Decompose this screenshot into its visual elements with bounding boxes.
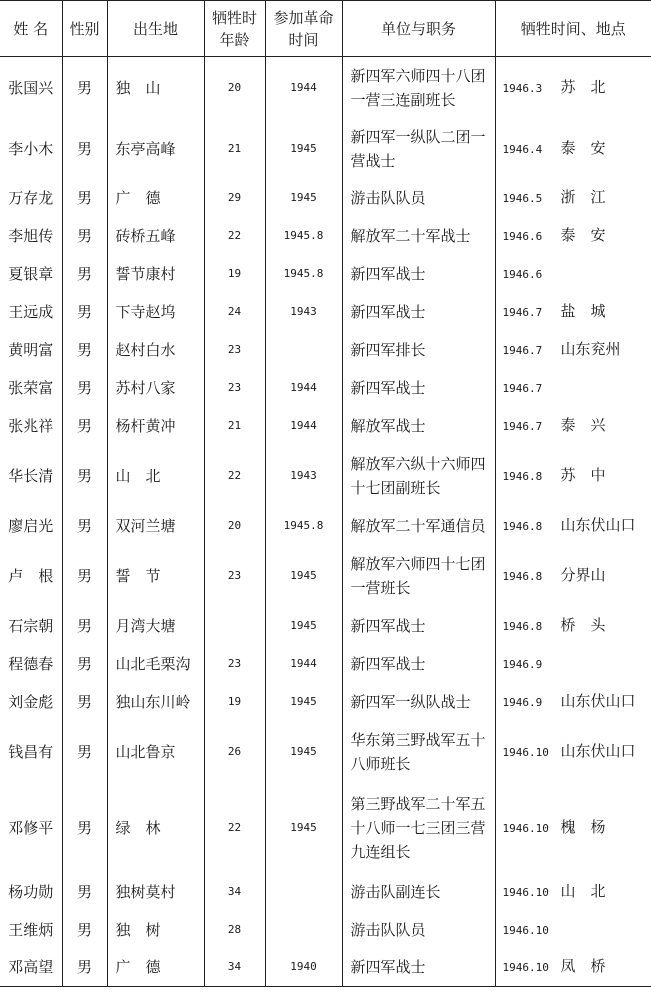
table-row bbox=[0, 57, 651, 119]
cell-age: 34 bbox=[204, 873, 265, 911]
cell-death bbox=[495, 179, 651, 217]
death-place: 泰 安 bbox=[560, 138, 606, 157]
cell-death bbox=[495, 331, 651, 369]
cell-birthplace: 山 北 bbox=[107, 445, 204, 507]
cell-birthplace: 广 德 bbox=[107, 179, 204, 217]
cell-death bbox=[495, 721, 651, 783]
table-row bbox=[0, 331, 651, 369]
cell-joined: 1945.8 bbox=[265, 507, 342, 545]
cell-death bbox=[495, 217, 651, 255]
cell-death bbox=[495, 949, 651, 987]
cell-gender: 男 bbox=[62, 507, 107, 545]
death-date: 1946.10 bbox=[502, 961, 549, 975]
cell-name: 张兆祥 bbox=[8, 416, 54, 435]
table-row bbox=[0, 545, 651, 607]
cell-birthplace: 广 德 bbox=[107, 949, 204, 987]
cell-birthplace: 独 树 bbox=[107, 911, 204, 949]
death-date: 1946.7 bbox=[502, 343, 543, 357]
cell-birthplace: 月湾大塘 bbox=[107, 607, 204, 645]
death-date: 1946.6 bbox=[502, 229, 543, 243]
cell-gender: 男 bbox=[62, 57, 107, 119]
cell-name: 廖启光 bbox=[8, 516, 54, 535]
cell-unit: 新四军六师四十八团一营三连副班长 bbox=[342, 57, 495, 119]
cell-age: 21 bbox=[204, 119, 265, 179]
death-date: 1946.10 bbox=[502, 821, 549, 835]
table-row bbox=[0, 119, 651, 179]
cell-birthplace: 双河兰塘 bbox=[107, 507, 204, 545]
table-row bbox=[0, 255, 651, 293]
cell-unit: 游击队队员 bbox=[342, 911, 495, 949]
table-row bbox=[0, 179, 651, 217]
cell-joined: 1945.8 bbox=[265, 255, 342, 293]
cell-name: 黄明富 bbox=[8, 340, 54, 359]
cell-name: 王维炳 bbox=[8, 920, 54, 939]
cell-name: 张荣富 bbox=[8, 378, 54, 397]
cell-name: 邓修平 bbox=[8, 818, 54, 837]
cell-gender: 男 bbox=[62, 783, 107, 873]
death-place: 山东伏山口 bbox=[560, 741, 636, 760]
cell-birthplace: 赵村白水 bbox=[107, 331, 204, 369]
death-date: 1946.5 bbox=[502, 191, 543, 205]
cell-gender: 男 bbox=[62, 721, 107, 783]
cell-gender: 男 bbox=[62, 545, 107, 607]
cell-gender: 男 bbox=[62, 255, 107, 293]
cell-age: 19 bbox=[204, 255, 265, 293]
header-birthplace: 出生地 bbox=[107, 1, 204, 57]
table-row bbox=[0, 507, 651, 545]
death-place: 苏 北 bbox=[560, 77, 606, 96]
cell-gender: 男 bbox=[62, 683, 107, 721]
death-date: 1946.7 bbox=[502, 305, 543, 319]
death-date: 1946.10 bbox=[502, 885, 549, 899]
cell-birthplace: 誓节康村 bbox=[107, 255, 204, 293]
cell-birthplace: 杨杆黄冲 bbox=[107, 407, 204, 445]
cell-joined: 1943 bbox=[265, 293, 342, 331]
cell-death bbox=[495, 445, 651, 507]
cell-birthplace: 独山东川岭 bbox=[107, 683, 204, 721]
cell-age: 19 bbox=[204, 683, 265, 721]
cell-name: 万存龙 bbox=[8, 188, 54, 207]
cell-gender: 男 bbox=[62, 217, 107, 255]
cell-gender: 男 bbox=[62, 369, 107, 407]
cell-unit: 解放军六纵十六师四十七团副班长 bbox=[342, 445, 495, 507]
cell-birthplace: 绿 林 bbox=[107, 783, 204, 873]
cell-unit: 新四军战士 bbox=[342, 369, 495, 407]
table-row bbox=[0, 369, 651, 407]
cell-birthplace: 独树莫村 bbox=[107, 873, 204, 911]
table-row bbox=[0, 949, 651, 987]
cell-name: 钱昌有 bbox=[8, 742, 54, 761]
death-place: 泰 兴 bbox=[560, 415, 606, 434]
cell-age: 20 bbox=[204, 507, 265, 545]
cell-death bbox=[495, 57, 651, 119]
cell-unit: 新四军一纵队二团一营战士 bbox=[342, 119, 495, 179]
header-age: 牺牲时年龄 bbox=[204, 1, 265, 57]
death-place: 分界山 bbox=[560, 565, 606, 584]
cell-joined: 1940 bbox=[265, 949, 342, 987]
cell-death bbox=[495, 545, 651, 607]
cell-unit: 新四军战士 bbox=[342, 949, 495, 987]
death-place: 盐 城 bbox=[560, 301, 606, 320]
death-place: 泰 安 bbox=[560, 225, 606, 244]
death-place: 苏 中 bbox=[560, 465, 606, 484]
header-death: 牺牲时间、地点 bbox=[495, 1, 651, 57]
cell-age: 22 bbox=[204, 445, 265, 507]
cell-name: 夏银章 bbox=[8, 264, 54, 283]
table-row bbox=[0, 911, 651, 949]
cell-unit: 新四军战士 bbox=[342, 255, 495, 293]
cell-birthplace: 誓 节 bbox=[107, 545, 204, 607]
header-gender: 性别 bbox=[62, 1, 107, 57]
cell-joined: 1945 bbox=[265, 545, 342, 607]
cell-joined: 1945 bbox=[265, 607, 342, 645]
cell-joined: 1943 bbox=[265, 445, 342, 507]
cell-gender: 男 bbox=[62, 331, 107, 369]
cell-death bbox=[495, 369, 651, 407]
cell-age: 23 bbox=[204, 331, 265, 369]
cell-unit: 新四军战士 bbox=[342, 293, 495, 331]
header-joined: 参加革命时间 bbox=[265, 1, 342, 57]
table-row bbox=[0, 683, 651, 721]
header-row bbox=[0, 1, 651, 57]
cell-age: 23 bbox=[204, 545, 265, 607]
cell-death bbox=[495, 645, 651, 683]
cell-gender: 男 bbox=[62, 873, 107, 911]
cell-death bbox=[495, 407, 651, 445]
death-place: 浙 江 bbox=[560, 187, 606, 206]
death-place: 山东兖州 bbox=[560, 339, 621, 358]
death-date: 1946.8 bbox=[502, 469, 543, 483]
cell-unit: 解放军二十军通信员 bbox=[342, 507, 495, 545]
death-place: 山 北 bbox=[560, 881, 606, 900]
cell-joined: 1944 bbox=[265, 57, 342, 119]
cell-death bbox=[495, 607, 651, 645]
death-date: 1946.3 bbox=[502, 81, 543, 95]
cell-joined: 1945 bbox=[265, 119, 342, 179]
cell-birthplace: 苏村八家 bbox=[107, 369, 204, 407]
table-row bbox=[0, 721, 651, 783]
death-place: 槐 杨 bbox=[560, 817, 606, 836]
cell-death bbox=[495, 911, 651, 949]
cell-gender: 男 bbox=[62, 179, 107, 217]
table-row bbox=[0, 645, 651, 683]
death-date: 1946.10 bbox=[502, 923, 549, 937]
cell-unit: 新四军一纵队战士 bbox=[342, 683, 495, 721]
cell-name: 华长清 bbox=[8, 466, 54, 485]
death-date: 1946.9 bbox=[502, 695, 543, 709]
death-date: 1946.6 bbox=[502, 267, 543, 281]
cell-gender: 男 bbox=[62, 949, 107, 987]
death-date: 1946.4 bbox=[502, 142, 543, 156]
cell-unit: 第三野战军二十军五十八师一七三团三营九连组长 bbox=[342, 783, 495, 873]
cell-age: 26 bbox=[204, 721, 265, 783]
cell-birthplace: 下寺赵坞 bbox=[107, 293, 204, 331]
table-row bbox=[0, 445, 651, 507]
death-place: 山东伏山口 bbox=[560, 691, 636, 710]
death-place: 山东伏山口 bbox=[560, 515, 636, 534]
cell-joined: 1945 bbox=[265, 683, 342, 721]
cell-unit: 游击队副连长 bbox=[342, 873, 495, 911]
cell-unit: 游击队队员 bbox=[342, 179, 495, 217]
table-row bbox=[0, 873, 651, 911]
cell-name: 王远成 bbox=[8, 302, 54, 321]
cell-gender: 男 bbox=[62, 911, 107, 949]
cell-name: 杨功勋 bbox=[8, 882, 54, 901]
cell-unit: 解放军六师四十七团一营班长 bbox=[342, 545, 495, 607]
cell-gender: 男 bbox=[62, 119, 107, 179]
cell-death bbox=[495, 507, 651, 545]
cell-unit: 新四军排长 bbox=[342, 331, 495, 369]
cell-name: 刘金彪 bbox=[8, 692, 54, 711]
header-name: 姓 名 bbox=[0, 1, 62, 57]
cell-name: 李旭传 bbox=[8, 226, 54, 245]
death-place: 桥 头 bbox=[560, 615, 606, 634]
cell-death bbox=[495, 873, 651, 911]
death-date: 1946.8 bbox=[502, 619, 543, 633]
table-row bbox=[0, 783, 651, 873]
cell-name: 邓高望 bbox=[0, 949, 62, 987]
cell-name: 程德春 bbox=[8, 654, 54, 673]
cell-joined: 1944 bbox=[265, 407, 342, 445]
cell-joined bbox=[265, 331, 342, 369]
cell-age: 22 bbox=[204, 217, 265, 255]
cell-name: 卢 根 bbox=[8, 566, 54, 585]
header-unit: 单位与职务 bbox=[342, 1, 495, 57]
table-row bbox=[0, 293, 651, 331]
cell-gender: 男 bbox=[62, 445, 107, 507]
cell-name: 李小木 bbox=[8, 139, 54, 158]
cell-gender: 男 bbox=[62, 407, 107, 445]
cell-unit: 新四军战士 bbox=[342, 607, 495, 645]
cell-joined: 1945 bbox=[265, 721, 342, 783]
cell-age: 20 bbox=[204, 57, 265, 119]
cell-unit: 新四军战士 bbox=[342, 645, 495, 683]
death-date: 1946.9 bbox=[502, 657, 543, 671]
cell-name: 张国兴 bbox=[8, 78, 54, 97]
death-date: 1946.8 bbox=[502, 519, 543, 533]
cell-joined: 1945 bbox=[265, 783, 342, 873]
table-row bbox=[0, 217, 651, 255]
death-date: 1946.7 bbox=[502, 419, 543, 433]
cell-age: 23 bbox=[204, 369, 265, 407]
cell-age: 34 bbox=[204, 949, 265, 987]
table-row bbox=[0, 607, 651, 645]
cell-age: 22 bbox=[204, 783, 265, 873]
cell-name: 石宗朝 bbox=[8, 616, 54, 635]
cell-gender: 男 bbox=[62, 645, 107, 683]
cell-death bbox=[495, 783, 651, 873]
cell-joined: 1944 bbox=[265, 645, 342, 683]
cell-birthplace: 山北毛栗沟 bbox=[107, 645, 204, 683]
cell-joined bbox=[265, 873, 342, 911]
cell-joined: 1945.8 bbox=[265, 217, 342, 255]
cell-age: 21 bbox=[204, 407, 265, 445]
cell-unit: 解放军战士 bbox=[342, 407, 495, 445]
cell-joined: 1945 bbox=[265, 179, 342, 217]
cell-death bbox=[495, 293, 651, 331]
cell-unit: 华东第三野战军五十八师班长 bbox=[342, 721, 495, 783]
cell-birthplace: 山北鲁京 bbox=[107, 721, 204, 783]
death-date: 1946.7 bbox=[502, 381, 543, 395]
cell-age: 23 bbox=[204, 645, 265, 683]
cell-age: 29 bbox=[204, 179, 265, 217]
cell-birthplace: 东亭高峰 bbox=[107, 119, 204, 179]
death-date: 1946.10 bbox=[502, 745, 549, 759]
cell-birthplace: 独 山 bbox=[107, 57, 204, 119]
death-place: 凤 桥 bbox=[560, 957, 606, 976]
cell-gender: 男 bbox=[62, 607, 107, 645]
cell-death bbox=[495, 683, 651, 721]
cell-death bbox=[495, 119, 651, 179]
cell-death bbox=[495, 255, 651, 293]
cell-unit: 解放军二十军战士 bbox=[342, 217, 495, 255]
death-date: 1946.8 bbox=[502, 569, 543, 583]
cell-age: 24 bbox=[204, 293, 265, 331]
cell-gender: 男 bbox=[62, 293, 107, 331]
cell-birthplace: 砖桥五峰 bbox=[107, 217, 204, 255]
cell-joined: 1944 bbox=[265, 369, 342, 407]
cell-age bbox=[204, 607, 265, 645]
cell-joined bbox=[265, 911, 342, 949]
cell-age: 28 bbox=[204, 911, 265, 949]
table-row bbox=[0, 407, 651, 445]
